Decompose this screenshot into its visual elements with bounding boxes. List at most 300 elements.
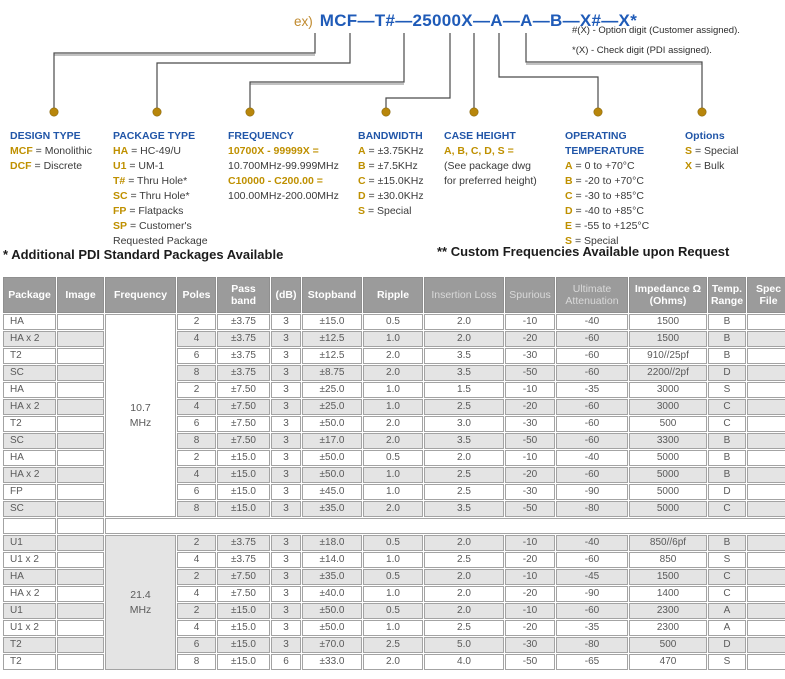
decoder-item: DCF = Discrete [10, 160, 83, 172]
column-header: Ultimate Attenuation [556, 277, 628, 313]
cell-value: 6 [177, 416, 216, 432]
cell-value: ±18.0 [302, 535, 362, 551]
cell-value: ±3.75 [217, 552, 270, 568]
cell-value: 1.0 [363, 399, 423, 415]
column-header: Insertion Loss [424, 277, 504, 313]
footnote-frequencies: ** Custom Frequencies Available upon Request [437, 244, 730, 259]
cell-value: 6 [177, 348, 216, 364]
spec-table [2, 276, 785, 671]
frequency-cell: 21.4 MHz [105, 535, 176, 670]
cell-spec-file [747, 569, 785, 585]
cell-value: 4 [177, 552, 216, 568]
cell-value: 3 [271, 552, 301, 568]
group-title: OPERATING TEMPERATURE [565, 130, 645, 157]
cell-value: 3300 [629, 433, 707, 449]
column-header: (dB) [271, 277, 301, 313]
cell-value: 3.5 [424, 501, 504, 517]
cell-value: 2.0 [363, 365, 423, 381]
cell-value: -30 [505, 484, 555, 500]
cell-value: 3 [271, 365, 301, 381]
cell-value: -20 [505, 552, 555, 568]
cell-package: HA x 2 [3, 586, 56, 602]
cell-value: 3 [271, 399, 301, 415]
cell-value: -35 [556, 620, 628, 636]
cell-value: -10 [505, 569, 555, 585]
cell-value: 2.5 [424, 484, 504, 500]
example-prefix-label: ex) [294, 14, 313, 29]
cell-package [3, 518, 56, 534]
connector-operating-temperature [499, 33, 598, 108]
cell-value: 4 [177, 331, 216, 347]
decoder-item: 10700X - 99999X = [228, 145, 319, 157]
cell-value: ±50.0 [302, 467, 362, 483]
cell-value: 1.0 [363, 467, 423, 483]
cell-value: -35 [556, 382, 628, 398]
cell-value: -60 [556, 416, 628, 432]
cell-value: 2.5 [424, 620, 504, 636]
cell-package: U1 x 2 [3, 620, 56, 636]
cell-value: S [708, 552, 746, 568]
cell-value: -60 [556, 348, 628, 364]
cell-value: 2 [177, 603, 216, 619]
decoder-item: Requested Package [113, 235, 208, 247]
cell-value: -80 [556, 637, 628, 653]
callout-dot [470, 108, 478, 116]
cell-value: 1.5 [424, 382, 504, 398]
cell-value: 3 [271, 382, 301, 398]
cell-spec-file [747, 535, 785, 551]
option-digit-note: #(X) - Option digit (Customer assigned). [572, 25, 740, 36]
cell-image [57, 399, 104, 415]
cell-value: -50 [505, 365, 555, 381]
cell-value: -60 [556, 331, 628, 347]
cell-package: HA x 2 [3, 331, 56, 347]
cell-value: -60 [556, 399, 628, 415]
cell-value: D [708, 637, 746, 653]
cell-package: U1 x 2 [3, 552, 56, 568]
cell-value: ±15.0 [217, 620, 270, 636]
decoder-item: for preferred height) [444, 175, 537, 187]
decoder-item: E = -55 to +125°C [565, 220, 650, 232]
cell-value: 500 [629, 637, 707, 653]
cell-value: 3 [271, 484, 301, 500]
cell-value: ±12.5 [302, 348, 362, 364]
cell-value: C [708, 569, 746, 585]
cell-value: 2.0 [363, 348, 423, 364]
cell-value: -10 [505, 603, 555, 619]
cell-value: 4.0 [424, 654, 504, 670]
cell-value: 3 [271, 586, 301, 602]
cell-value: 1.0 [363, 484, 423, 500]
cell-value: -30 [505, 348, 555, 364]
cell-value: -10 [505, 535, 555, 551]
cell-value: 3.0 [424, 416, 504, 432]
cell-image [57, 552, 104, 568]
cell-value: 2.0 [424, 569, 504, 585]
group-title: CASE HEIGHT [444, 130, 516, 142]
cell-image [57, 382, 104, 398]
cell-spec-file [747, 450, 785, 466]
decoder-group [685, 129, 738, 174]
cell-spec-file [747, 552, 785, 568]
cell-image [57, 501, 104, 517]
decoder-item: B = ±7.5KHz [358, 160, 418, 172]
cell-value: ±15.0 [302, 314, 362, 330]
cell-value: 1500 [629, 331, 707, 347]
cell-value: ±50.0 [302, 603, 362, 619]
cell-value: ±7.50 [217, 399, 270, 415]
cell-value: -60 [556, 433, 628, 449]
cell-value: 3 [271, 348, 301, 364]
cell-value: B [708, 314, 746, 330]
cell-spec-file [747, 331, 785, 347]
cell-value: D [708, 365, 746, 381]
cell-value: ±15.0 [217, 637, 270, 653]
cell-value: 6 [177, 637, 216, 653]
cell-package: HA [3, 569, 56, 585]
cell-spec-file [747, 433, 785, 449]
column-header: Temp. Range [708, 277, 746, 313]
cell-value: ±15.0 [217, 654, 270, 670]
cell-value: 2.0 [424, 535, 504, 551]
cell-package: U1 [3, 603, 56, 619]
cell-value: 8 [177, 365, 216, 381]
cell-package: T2 [3, 637, 56, 653]
connector-package-type [157, 33, 350, 108]
cell-spec-file [747, 314, 785, 330]
cell-value: C [708, 399, 746, 415]
cell-value: -65 [556, 654, 628, 670]
cell-image [57, 654, 104, 670]
decoder-group [10, 129, 92, 174]
column-header: Pass band [217, 277, 270, 313]
cell-value: ±8.75 [302, 365, 362, 381]
cell-value: -60 [556, 552, 628, 568]
cell-value: -90 [556, 484, 628, 500]
cell-value: 2.0 [424, 314, 504, 330]
cell-value: ±15.0 [217, 484, 270, 500]
column-header: Package [3, 277, 56, 313]
cell-package: HA [3, 382, 56, 398]
cell-value: 4 [177, 620, 216, 636]
cell-value: 2.0 [424, 603, 504, 619]
cell-value: -90 [556, 586, 628, 602]
cell-value: ±17.0 [302, 433, 362, 449]
cell-value: 5000 [629, 484, 707, 500]
cell-value: C [708, 501, 746, 517]
cell-value: C [708, 416, 746, 432]
cell-image [57, 450, 104, 466]
cell-value: B [708, 348, 746, 364]
decoder-item: HA = HC-49/U [113, 145, 181, 157]
cell-value: B [708, 450, 746, 466]
cell-spec-file [747, 654, 785, 670]
cell-value: 1500 [629, 314, 707, 330]
cell-value: -50 [505, 501, 555, 517]
cell-value: 2.5 [424, 467, 504, 483]
cell-value: 2.0 [363, 433, 423, 449]
callout-dot [153, 108, 161, 116]
cell-value: ±15.0 [217, 501, 270, 517]
connector-frequency [250, 33, 404, 108]
decoder-item: MCF = Monolithic [10, 145, 92, 157]
cell-value: 2300 [629, 620, 707, 636]
decoder-item: D = -40 to +85°C [565, 205, 644, 217]
cell-spec-file [747, 348, 785, 364]
cell-package: T2 [3, 348, 56, 364]
cell-image [57, 535, 104, 551]
callout-dot [382, 108, 390, 116]
decoder-item: A = 0 to +70°C [565, 160, 635, 172]
cell-value: 3 [271, 467, 301, 483]
column-header: Impedance Ω (Ohms) [629, 277, 707, 313]
cell-value: ±50.0 [302, 450, 362, 466]
decoder-item: A = ±3.75KHz [358, 145, 424, 157]
cell-value: 2 [177, 314, 216, 330]
decoder-group [565, 129, 667, 249]
cell-spec-file [747, 399, 785, 415]
decoder-item: D = ±30.0KHz [358, 190, 424, 202]
cell-value: 2 [177, 535, 216, 551]
group-title: FREQUENCY [228, 130, 294, 142]
cell-value: ±35.0 [302, 569, 362, 585]
cell-value: -45 [556, 569, 628, 585]
cell-value: 3 [271, 637, 301, 653]
cell-value: ±45.0 [302, 484, 362, 500]
column-header: Stopband [302, 277, 362, 313]
check-digit-note: *(X) - Check digit (PDI assigned). [572, 45, 712, 56]
cell-value: 1.0 [363, 382, 423, 398]
cell-image [57, 331, 104, 347]
cell-value: 8 [177, 654, 216, 670]
column-header: Ripple [363, 277, 423, 313]
cell-image [57, 620, 104, 636]
cell-package: T2 [3, 654, 56, 670]
cell-value: 3 [271, 433, 301, 449]
cell-value: B [708, 331, 746, 347]
group-title: BANDWIDTH [358, 130, 423, 142]
cell-value: ±3.75 [217, 314, 270, 330]
cell-value: 2300 [629, 603, 707, 619]
cell-value: ±50.0 [302, 416, 362, 432]
decoder-item: C = -30 to +85°C [565, 190, 644, 202]
group-title: PACKAGE TYPE [113, 130, 196, 142]
cell-value: 470 [629, 654, 707, 670]
cell-value: -20 [505, 586, 555, 602]
cell-value: ±3.75 [217, 535, 270, 551]
cell-package: T2 [3, 416, 56, 432]
decoder-item: (See package dwg [444, 160, 531, 172]
group-title: DESIGN TYPE [10, 130, 81, 142]
cell-value: ±50.0 [302, 620, 362, 636]
cell-value: -50 [505, 654, 555, 670]
callout-dot [50, 108, 58, 116]
cell-value: ±15.0 [217, 603, 270, 619]
cell-value: ±25.0 [302, 399, 362, 415]
cell-value: 6 [271, 654, 301, 670]
cell-package: SC [3, 501, 56, 517]
callout-dot [594, 108, 602, 116]
cell-value: 3.5 [424, 348, 504, 364]
cell-value: -60 [556, 603, 628, 619]
column-header: Poles [177, 277, 216, 313]
cell-value: B [708, 467, 746, 483]
cell-value: 2 [177, 382, 216, 398]
callout-dot [246, 108, 254, 116]
cell-value: 1.0 [363, 552, 423, 568]
cell-image [57, 518, 104, 534]
cell-spec-file [747, 416, 785, 432]
cell-value: ±7.50 [217, 586, 270, 602]
cell-value: -40 [556, 535, 628, 551]
cell-value: 6 [177, 484, 216, 500]
cell-value: ±14.0 [302, 552, 362, 568]
decoder-item: A, B, C, D, S = [444, 145, 514, 157]
cell-value: 0.5 [363, 314, 423, 330]
callout-dot [698, 108, 706, 116]
cell-value: B [708, 535, 746, 551]
cell-spec-file [747, 484, 785, 500]
cell-value: 3 [271, 450, 301, 466]
cell-value: 2.0 [424, 331, 504, 347]
cell-value: 850 [629, 552, 707, 568]
table-row [3, 314, 785, 330]
cell-package: HA [3, 450, 56, 466]
cell-spec-file [747, 586, 785, 602]
cell-value: -10 [505, 314, 555, 330]
decoder-item: SP = Customer's [113, 220, 192, 232]
cell-value: -10 [505, 382, 555, 398]
cell-value: -60 [556, 365, 628, 381]
cell-value: -50 [505, 433, 555, 449]
group-title: Options [685, 130, 725, 142]
cell-value: ±15.0 [217, 467, 270, 483]
cell-value: 5000 [629, 467, 707, 483]
cell-value: 8 [177, 501, 216, 517]
cell-spec-file [747, 501, 785, 517]
table-header-row [3, 277, 785, 313]
cell-value: 4 [177, 399, 216, 415]
cell-value: 500 [629, 416, 707, 432]
cell-value: 1.0 [363, 586, 423, 602]
cell-image [57, 314, 104, 330]
cell-value: ±33.0 [302, 654, 362, 670]
cell-value: 3000 [629, 382, 707, 398]
cell-value: ±7.50 [217, 569, 270, 585]
decoder-group [113, 129, 208, 249]
decoder-item: S = Special [685, 145, 739, 157]
cell-value: S [708, 654, 746, 670]
cell-value: 2.0 [424, 586, 504, 602]
cell-value: 1500 [629, 569, 707, 585]
cell-value: 2.0 [424, 450, 504, 466]
decoder-group [228, 129, 339, 204]
cell-spec-file [747, 637, 785, 653]
cell-value: 5000 [629, 450, 707, 466]
connector-options [526, 33, 702, 108]
cell-value: -20 [505, 331, 555, 347]
separator-row [3, 518, 785, 534]
footnote-packages: * Additional PDI Standard Packages Available [3, 247, 284, 262]
cell-value: 850//6pf [629, 535, 707, 551]
cell-value: D [708, 484, 746, 500]
cell-spec-file [747, 365, 785, 381]
cell-image [57, 433, 104, 449]
cell-image [57, 586, 104, 602]
cell-value: -10 [505, 450, 555, 466]
cell-value: -40 [556, 450, 628, 466]
decoder-item: S = Special [565, 235, 619, 247]
cell-value: 2.5 [424, 399, 504, 415]
cell-value: ±3.75 [217, 331, 270, 347]
cell-package: HA x 2 [3, 467, 56, 483]
cell-value: 910//25pf [629, 348, 707, 364]
cell-value: 2.0 [363, 416, 423, 432]
cell-value: ±35.0 [302, 501, 362, 517]
connector-lines [0, 0, 785, 125]
cell-value: 4 [177, 586, 216, 602]
decoder-item: FP = Flatpacks [113, 205, 184, 217]
column-header: Spec File [747, 277, 785, 313]
cell-value: ±12.5 [302, 331, 362, 347]
column-header: Image [57, 277, 104, 313]
cell-value: 2 [177, 450, 216, 466]
cell-spec-file [747, 467, 785, 483]
decoder-item: 100.00MHz-200.00MHz [228, 190, 339, 202]
cell-value: 3000 [629, 399, 707, 415]
cell-value: A [708, 603, 746, 619]
decoder-group [444, 129, 537, 189]
cell-value: B [708, 433, 746, 449]
cell-value: S [708, 382, 746, 398]
cell-image [57, 348, 104, 364]
cell-value: 0.5 [363, 569, 423, 585]
decoder-item: T# = Thru Hole* [113, 175, 188, 187]
cell-value: 2.5 [424, 552, 504, 568]
column-header: Frequency [105, 277, 176, 313]
column-header: Spurious [505, 277, 555, 313]
cell-value: -30 [505, 416, 555, 432]
cell-value: -80 [556, 501, 628, 517]
cell-value: 1.0 [363, 331, 423, 347]
cell-value: 3.5 [424, 433, 504, 449]
cell-value: ±7.50 [217, 433, 270, 449]
cell-value: 3 [271, 569, 301, 585]
cell-value: 3 [271, 620, 301, 636]
cell-value: 3 [271, 416, 301, 432]
cell-image [57, 484, 104, 500]
cell-value: 3 [271, 603, 301, 619]
cell-image [57, 365, 104, 381]
cell-package: FP [3, 484, 56, 500]
cell-value: A [708, 620, 746, 636]
cell-value: 3 [271, 314, 301, 330]
table-row [3, 535, 785, 551]
cell-value: -60 [556, 467, 628, 483]
cell-value: C [708, 586, 746, 602]
cell-spec-file [747, 603, 785, 619]
cell-value: 3.5 [424, 365, 504, 381]
cell-value: 1400 [629, 586, 707, 602]
cell-value: ±40.0 [302, 586, 362, 602]
decoder-group [358, 129, 424, 219]
cell-package: SC [3, 433, 56, 449]
connector-bandwidth [386, 33, 450, 108]
part-number: MCF—T#—25000X—A—A—B—X#—X* [319, 11, 638, 30]
cell-value: ±7.50 [217, 416, 270, 432]
cell-value: 0.5 [363, 535, 423, 551]
cell-value: 1.0 [363, 620, 423, 636]
